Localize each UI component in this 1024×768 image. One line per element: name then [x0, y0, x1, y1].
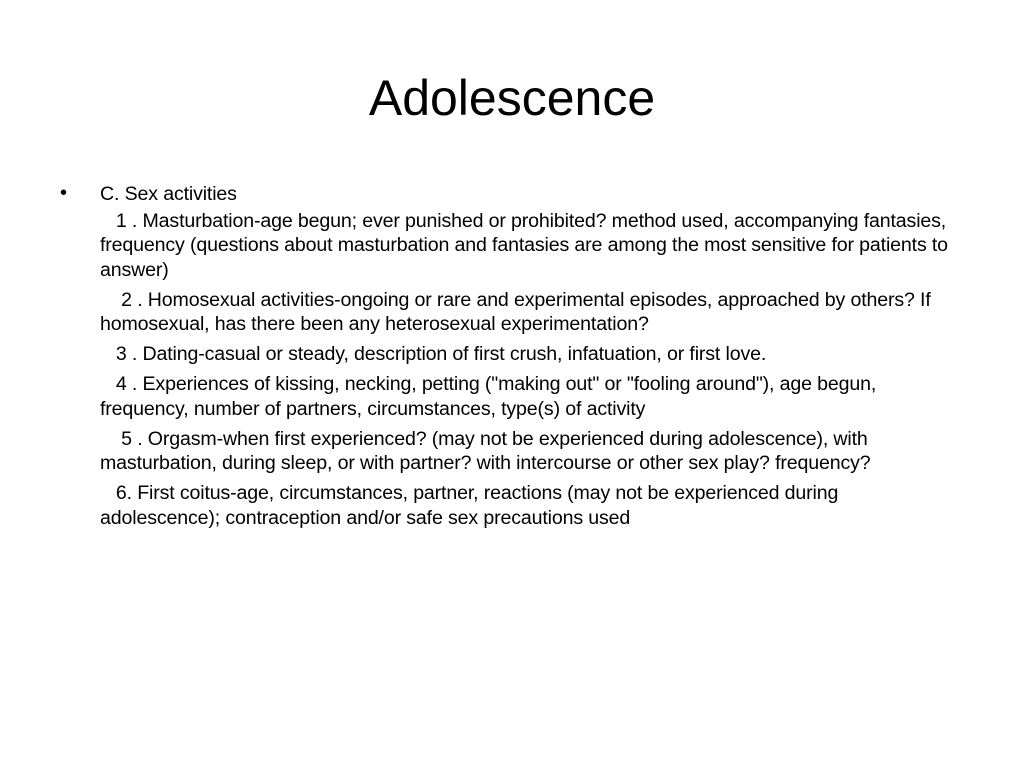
list-item-masturbation: 1 . Masturbation-age begun; ever punished or prohibited? method used, accompanying fantasies, frequency (questions about masturbation and fantasies are among the most sensitive for patients to answer): [100, 209, 948, 281]
section-heading: C. Sex activities: [100, 183, 237, 205]
list-item-orgasm: 5 . Orgasm-when first experienced? (may not be experienced during adolescence), with masturbation, during sleep, or with partner? with intercourse or other sex play? frequency?: [100, 427, 871, 474]
slide-body: [100, 182, 960, 536]
list-item-kissing-petting: 4 . Experiences of kissing, necking, petting ("making out" or "fooling around"), age begun, frequency, number of partners, circumstances, type(s) of activity: [100, 373, 877, 420]
list-item-dating: 3 . Dating-casual or steady, description of first crush, infatuation, or first love.: [100, 343, 767, 365]
slide-title: Adolescence: [368, 70, 656, 126]
list-item-first-coitus: 6. First coitus-age, circumstances, partner, reactions (may not be experienced during adolescence); contraception and/or safe sex precautions used: [100, 482, 839, 529]
list-item-homosexual-activities: 2 . Homosexual activities-ongoing or rare and experimental episodes, approached by others? If homosexual, has there been any heterosexual experimentation?: [100, 288, 931, 335]
bullet-marker: •: [60, 182, 68, 204]
